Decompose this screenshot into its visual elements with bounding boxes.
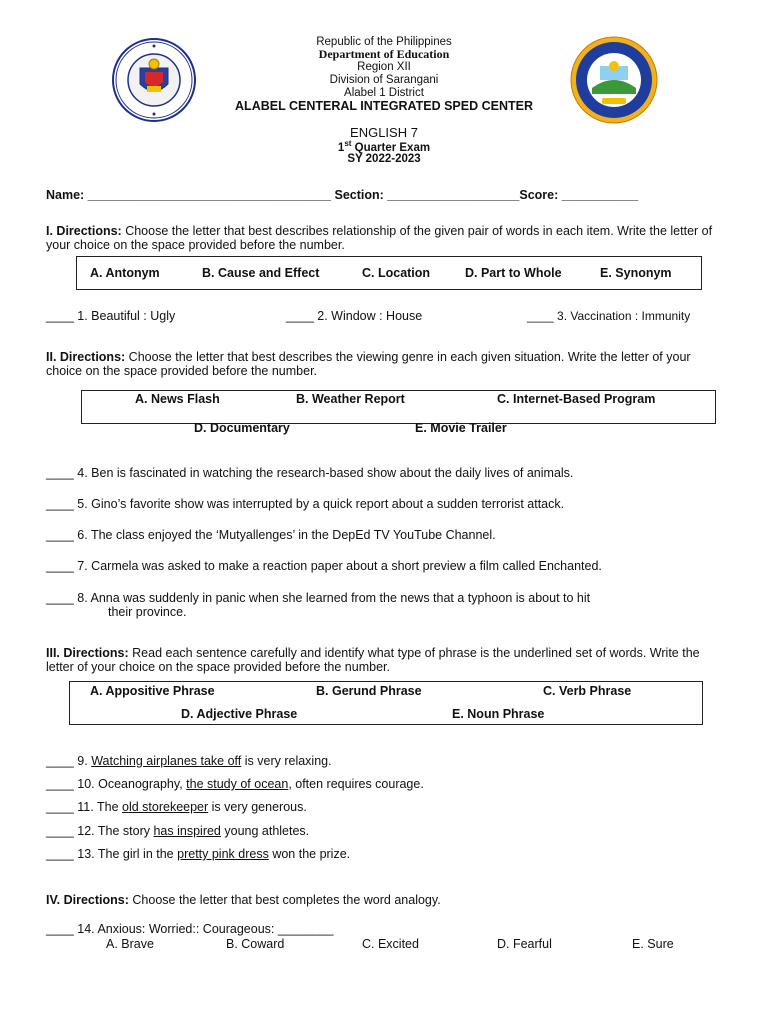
item-8-continued: their province. xyxy=(108,605,187,619)
department-line: Department of Education xyxy=(318,47,450,61)
item-14-choice-a: A. Brave xyxy=(106,937,154,951)
part3-option-d: D. Adjective Phrase xyxy=(181,707,298,721)
item-14-choice-c: C. Excited xyxy=(362,937,419,951)
part1-label: I. Directions: xyxy=(46,224,122,238)
name-field[interactable]: Name: ___________________________________ xyxy=(46,188,331,202)
part4-label: IV. Directions: xyxy=(46,893,129,907)
item-14-choice-d: D. Fearful xyxy=(497,937,552,951)
part2-option-d: D. Documentary xyxy=(194,421,290,435)
item-10 xyxy=(46,777,424,791)
item-1: ____ 1. Beautiful : Ugly xyxy=(46,309,176,323)
item-11-post: is very generous. xyxy=(208,800,307,814)
quarter-title xyxy=(0,139,768,154)
item-14-choice-e: E. Sure xyxy=(632,937,674,951)
item-4: ____ 4. Ben is fascinated in watching the research-based show about the daily lives of animals. xyxy=(46,466,574,480)
part2-option-c: C. Internet-Based Program xyxy=(497,392,656,406)
item-5: ____ 5. Gino’s favorite show was interrupted by a quick report about a sudden terrorist attack. xyxy=(46,497,565,511)
part1-option-d: D. Part to Whole xyxy=(465,266,562,280)
item-9-post: is very relaxing. xyxy=(241,754,332,768)
item-2: ____ 2. Window : House xyxy=(286,309,423,323)
part1-text: Choose the letter that best describes relationship of the given pair of words in each item. Write the letter of your choice on the space provided before the number. xyxy=(46,224,713,252)
item-6: ____ 6. The class enjoyed the ‘Mutyallenges’ in the DepEd TV YouTube Channel. xyxy=(46,528,496,542)
school-name: ALABEL CENTERAL INTEGRATED SPED CENTER xyxy=(235,99,533,113)
item-8: ____ 8. Anna was suddenly in panic when she learned from the news that a typhoon is about to hit xyxy=(46,591,591,605)
item-13-post: won the prize. xyxy=(268,847,351,861)
item-12-pre: ____ 12. The story xyxy=(46,824,154,838)
part3-label: III. Directions: xyxy=(46,646,129,660)
item-13-underlined: pretty pink dress xyxy=(177,847,269,861)
item-9 xyxy=(46,754,332,768)
part2-option-b: B. Weather Report xyxy=(296,392,405,406)
part3-directions xyxy=(46,646,726,674)
part3-option-a: A. Appositive Phrase xyxy=(90,684,215,698)
student-info-line xyxy=(46,188,638,202)
part1-option-b: B. Cause and Effect xyxy=(202,266,320,280)
item-12-underlined: has inspired xyxy=(153,824,221,838)
part3-option-b: B. Gerund Phrase xyxy=(316,684,422,698)
division-line: Division of Sarangani xyxy=(329,74,439,86)
item-9-underlined: Watching airplanes take off xyxy=(91,754,242,768)
item-10-post: , often requires courage. xyxy=(288,777,424,791)
part1-option-e: E. Synonym xyxy=(600,266,672,280)
republic-line: Republic of the Philippines xyxy=(316,36,452,48)
part3-option-c: C. Verb Phrase xyxy=(543,684,632,698)
item-3: ____ 3. Vaccination : Immunity xyxy=(527,309,691,323)
part3-text: Read each sentence carefully and identify what type of phrase is the underlined set of words. Write the letter of your choice on the space provided before the number. xyxy=(46,646,700,674)
item-12-post: young athletes. xyxy=(220,824,310,838)
item-13 xyxy=(46,847,350,861)
item-9-pre: ____ 9. xyxy=(46,754,92,768)
part4-directions xyxy=(46,893,726,907)
item-11-pre: ____ 11. The xyxy=(46,800,122,814)
item-10-underlined: the study of ocean xyxy=(186,777,289,791)
section-field[interactable]: Section: ___________________ xyxy=(334,188,520,202)
item-14: ____ 14. Anxious: Worried:: Courageous: ________ xyxy=(46,922,334,936)
item-11-underlined: old storekeeper xyxy=(122,800,209,814)
quarter-sup: st xyxy=(344,139,352,148)
part1-directions xyxy=(46,224,726,252)
part2-option-a: A. News Flash xyxy=(135,392,220,406)
subject-title: ENGLISH 7 xyxy=(350,125,418,140)
item-11 xyxy=(46,800,307,814)
part4-text: Choose the letter that best completes the word analogy. xyxy=(132,893,441,907)
part3-option-e: E. Noun Phrase xyxy=(452,707,545,721)
item-12 xyxy=(46,824,309,838)
part2-label: II. Directions: xyxy=(46,350,126,364)
score-field[interactable]: Score: ___________ xyxy=(519,188,639,202)
part1-option-a: A. Antonym xyxy=(90,266,160,280)
item-10-pre: ____ 10. Oceanography, xyxy=(46,777,187,791)
part2-directions xyxy=(46,350,726,378)
quarter-rest: Quarter Exam xyxy=(351,141,431,154)
part1-option-c: C. Location xyxy=(362,266,431,280)
item-14-choice-b: B. Coward xyxy=(226,937,285,951)
quarter-num: 1 xyxy=(337,141,345,154)
school-year: SY 2022-2023 xyxy=(347,153,421,165)
region-line: Region XII xyxy=(357,61,411,73)
district-line: Alabel 1 District xyxy=(344,87,424,99)
item-13-pre: ____ 13. The girl in the xyxy=(46,847,178,861)
part2-option-e: E. Movie Trailer xyxy=(415,421,507,435)
item-7: ____ 7. Carmela was asked to make a reaction paper about a short preview a film called Enchanted. xyxy=(46,559,602,573)
part2-text: Choose the letter that best describes the viewing genre in each given situation. Write the letter of your choice on the space provided before the number. xyxy=(46,350,691,378)
